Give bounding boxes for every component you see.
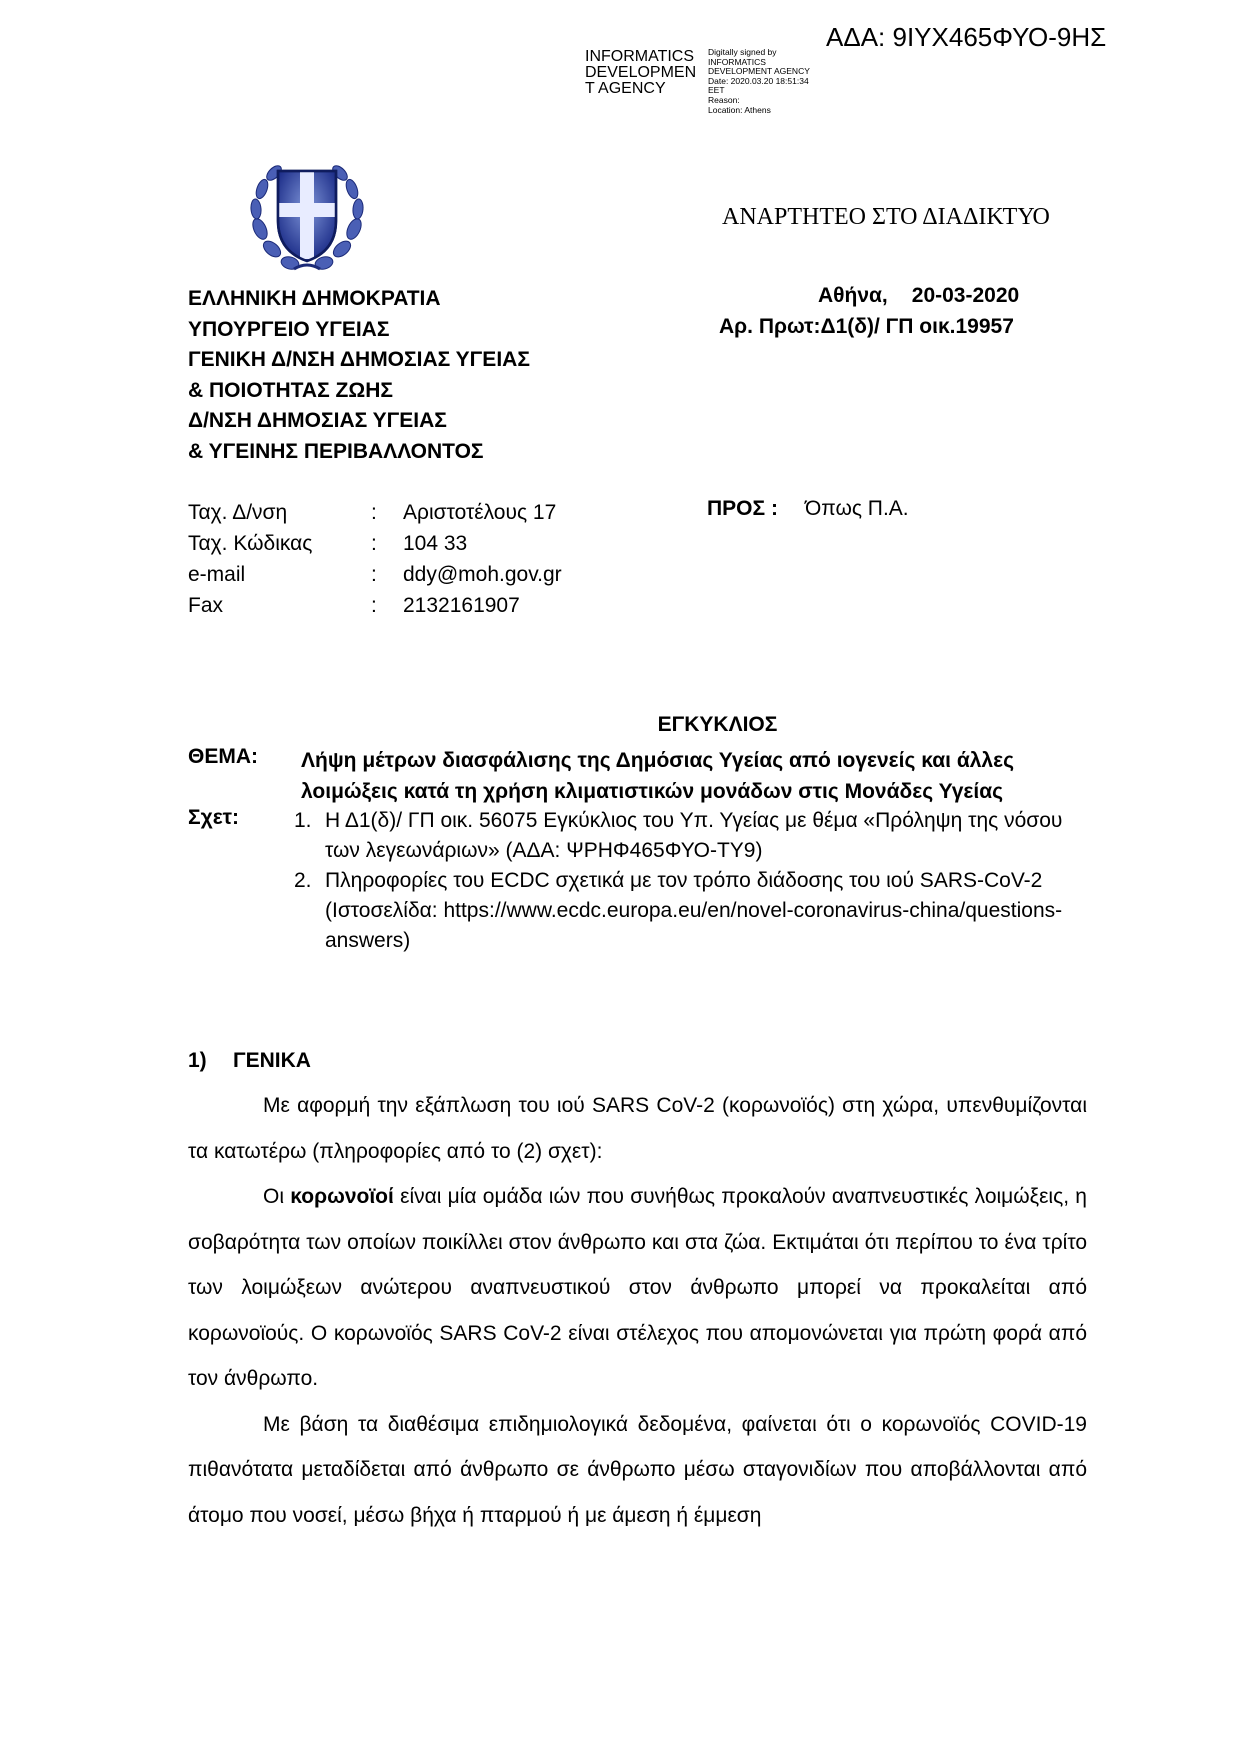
- section-title: ΓΕΝΙΚΑ: [233, 1049, 311, 1072]
- signature-detail-line: EET: [708, 85, 725, 96]
- contact-label: Fax: [188, 594, 224, 617]
- paragraph-rest: είναι μία ομάδα ιών που συνήθως προκαλούν αναπνευστικές λοιμώξεις, η σοβαρότητα των οποίων ποικίλλει στον άνθρωπο και στα ζώα. Εκτιμάται ότι περίπου το ένα τρίτο των λοιμώξεων ανώτερου αναπνευστικού στον άνθρωπο μπορεί να προκαλείται από κορωνοϊούς. Ο κορωνοϊός SARS CoV-2 είναι στέλεχος που απομονώνεται για πρώτη φορά από τον άνθρωπο.: [188, 1185, 1087, 1390]
- contact-row-postcode: [188, 528, 562, 559]
- signature-detail-line: Reason:: [708, 94, 740, 105]
- contact-separator: :: [371, 594, 377, 617]
- references-list: [294, 806, 1064, 956]
- circular-title: ΕΓΚΥΚΛΙΟΣ: [657, 713, 778, 736]
- subject-label: ΘΕΜΑ:: [188, 745, 258, 768]
- paragraph-prefix: Οι: [263, 1185, 291, 1208]
- issuer-line: & ΠΟΙΟΤΗΤΑΣ ΖΩΗΣ: [188, 378, 393, 402]
- protocol-number: Αρ. Πρωτ:Δ1(δ)/ ΓΠ οικ.19957: [719, 315, 1014, 338]
- contact-label: e-mail: [188, 563, 246, 586]
- document-city: Αθήνα,: [818, 284, 888, 307]
- section-number: 1): [188, 1049, 207, 1072]
- contact-row-email: [188, 559, 562, 590]
- document-date: [818, 284, 1019, 308]
- signature-detail-line: DEVELOPMENT AGENCY: [708, 66, 810, 77]
- issuer-block: [188, 284, 530, 467]
- digital-signature-organization: [585, 49, 696, 97]
- reference-text: Η Δ1(δ)/ ΓΠ οικ. 56075 Εγκύκλιος του Υπ. Υγείας με θέμα «Πρόληψη της νόσου των λεγεωνάριων» (ΑΔΑ: ΨΡΗΦ465ΦΥΟ-ΤΥ9): [325, 809, 1063, 862]
- signature-detail-line: Location: Athens: [708, 104, 771, 115]
- issuer-line: ΕΛΛΗΝΙΚΗ ΔΗΜΟΚΡΑΤΙΑ: [188, 287, 441, 310]
- signature-org-line: T AGENCY: [585, 80, 666, 97]
- contact-separator: :: [371, 563, 377, 586]
- reference-text: Πληροφορίες του ECDC σχετικά με τον τρόπο διάδοσης του ιού SARS-CoV-2 (Ιστοσελίδα: https://www.ecdc.europa.eu/en/novel-coronavirus-china/questions-answers): [325, 869, 1063, 952]
- section-heading: [188, 1049, 311, 1073]
- contact-value: Αριστοτέλους 17: [403, 501, 557, 524]
- reference-number: 2.: [294, 869, 312, 892]
- issuer-line: Δ/ΝΣΗ ΔΗΜΟΣΙΑΣ ΥΓΕΙΑΣ: [188, 409, 447, 432]
- recipient: [707, 497, 909, 521]
- signature-detail-line: Date: 2020.03.20 18:51:34: [708, 75, 809, 86]
- contact-row-fax: [188, 590, 562, 621]
- ada-code: ΑΔΑ: 9ΙΥΧ465ΦΥΟ-9ΗΣ: [826, 22, 1107, 52]
- paragraph: Με αφορμή την εξάπλωση του ιού SARS CoV-2 (κορωνοϊός) στη χώρα, υπενθυμίζονται τα κατωτέρω (πληροφορίες από το (2) σχετ):: [188, 1094, 1087, 1163]
- contact-details: [188, 497, 562, 621]
- reference-number: 1.: [294, 809, 312, 832]
- signature-detail-line: INFORMATICS: [708, 56, 766, 67]
- recipient-value: Όπως Π.Α.: [805, 497, 909, 520]
- coat-of-arms-icon: [246, 157, 368, 277]
- document-date-value: 20-03-2020: [911, 284, 1020, 307]
- contact-value: 104 33: [403, 532, 468, 555]
- reference-item: [294, 866, 1064, 956]
- issuer-line: & ΥΓΕΙΝΗΣ ΠΕΡΙΒΑΛΛΟΝΤΟΣ: [188, 439, 484, 463]
- bold-term: κορωνοϊοί: [290, 1185, 394, 1208]
- contact-label: Ταχ. Δ/νση: [188, 501, 288, 524]
- contact-label: Ταχ. Κώδικας: [188, 532, 313, 555]
- publish-online-note: ΑΝΑΡΤΗΤΕΟ ΣΤΟ ΔΙΑΔΙΚΤΥΟ: [722, 204, 1050, 230]
- references-label: Σχετ:: [188, 806, 240, 829]
- signature-org-line: INFORMATICS: [585, 48, 695, 65]
- issuer-line: ΓΕΝΙΚΗ Δ/ΝΣΗ ΔΗΜΟΣΙΑΣ ΥΓΕΙΑΣ: [188, 348, 530, 371]
- signature-org-line: DEVELOPMEN: [585, 64, 697, 81]
- recipient-label: ΠΡΟΣ :: [707, 497, 778, 520]
- reference-item: [294, 806, 1064, 866]
- contact-value: ddy@moh.gov.gr: [403, 563, 562, 586]
- signature-detail-line: Digitally signed by: [708, 47, 777, 57]
- paragraph: [188, 1174, 1087, 1402]
- paragraph: Με βάση τα διαθέσιμα επιδημιολογικά δεδομένα, φαίνεται ότι ο κορωνοϊός COVID-19 πιθανότατα μεταδίδεται από άνθρωπο σε άνθρωπο μέσω σταγονιδίων που αποβάλλονται από άτομο που νοσεί, μέσω βήχα ή πταρμού ή με άμεση ή έμμεση: [188, 1412, 1087, 1527]
- subject-text: Λήψη μέτρων διασφάλισης της Δημόσιας Υγείας από ιογενείς και άλλες λοιμώξεις κατά τη χρήση κλιματιστικών μονάδων στις Μονάδες Υγείας: [301, 749, 1014, 803]
- section-body: [188, 1083, 1087, 1538]
- issuer-line: ΥΠΟΥΡΓΕΙΟ ΥΓΕΙΑΣ: [188, 317, 390, 341]
- digital-signature-details: [708, 48, 810, 115]
- contact-separator: :: [371, 501, 377, 524]
- contact-separator: :: [371, 532, 377, 555]
- contact-value: 2132161907: [403, 594, 520, 617]
- contact-row-address: [188, 497, 562, 528]
